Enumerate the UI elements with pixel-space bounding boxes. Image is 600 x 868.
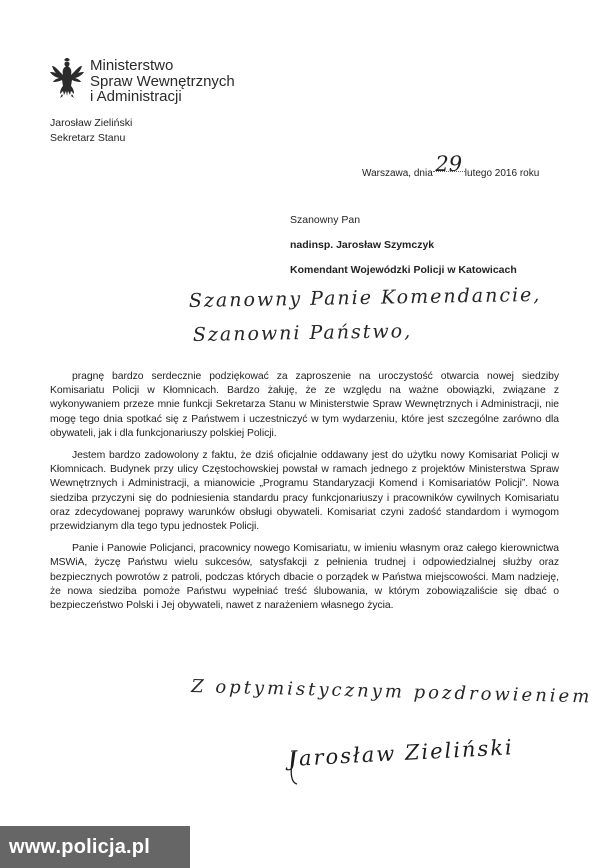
ministry-line-2: Spraw Wewnętrznych (90, 72, 235, 90)
watermark-text: www.policja.pl (9, 835, 150, 858)
website-watermark (0, 826, 190, 868)
handwritten-closing (185, 658, 593, 718)
handwritten-greeting (185, 283, 542, 349)
body-paragraph-1: pragnę bardzo serdecznie podziękować za zaproszenie na uroczystość otwarcia nowej siedziby Komisariatu Policji w Kłomnicach. Bardzo żałuję, że ze względu na ważne obowiązki, związane z wykonywaniem przeze mnie funkcji Sekretarza Stanu w Ministerstwie Spraw Wewnętrznych i Administracji, nie mogę tego dnia spotkać się z Państwem i uczestniczyć w tym wydarzeniu, które jest szczególne zarówno dla obywateli, jak i dla funkcjonariuszy polskiej Policji. (50, 371, 559, 439)
date-day: 29 (433, 157, 465, 172)
addressee-position: Komendant Wojewódzki Policji w Katowicach (290, 264, 517, 276)
addressee-name: nadinsp. Jarosław Szymczyk (290, 239, 435, 251)
closing-text: Z optymistycznym pozdrowieniem (190, 676, 593, 708)
signature-text: Jarosław Zieliński (288, 735, 515, 771)
body-paragraph-2: Jestem bardzo zadowolony z faktu, że dziś oficjalnie oddawany jest do użytku nowy Komisariat Policji w Kłomnicach. Budynek przy ulicy Częstochowskiej powstał w ramach jednego z projektów Ministerstwa Spraw Wewnętrznych i Administracji, a mianowicie „Programu Standaryzacji Komend i Komisariatów Policji”. Nowa siedziba przyczyni się do podniesienia standardu pracy funkcjonariuszy i pracowników cywilnych Komisariatu oraz zdecydowanej poprawy warunków obsługi obywateli. Komisariat czyni zadość standardom i wymogom przewidzianym dla tego typu jednostek Policji. (50, 450, 559, 533)
handwritten-signature (285, 722, 525, 802)
sender-title: Sekretarz Stanu (50, 131, 126, 144)
ministry-name (90, 58, 235, 105)
date-suffix: lutego 2016 roku (464, 168, 540, 179)
body-paragraph-3: Panie i Panowie Policjanci, pracownicy nowego Komisariatu, w imieniu własnym oraz całego kierownictwa MSWiA, życzę Państwu wielu sukcesów, satysfakcji z pełnienia trudnej i odpowiedzialnej służby oraz bezpiecznych powrotów z patroli, podczas których dbacie o porządek w Państwa miejscowości. Mam nadzieję, że nowa siedziba pomoże Państwu wypełniać treść ślubowania, w którym zobowiązaliście się dbać o bezpieczeństwo Polski i Jej obywateli, nawet z narażeniem własnego życia. (50, 543, 559, 612)
addressee-salutation: Szanowny Pan (290, 214, 361, 226)
polish-eagle-emblem-icon (50, 58, 84, 98)
date-line (362, 152, 540, 179)
addressee-block (290, 208, 517, 283)
sender-block (50, 116, 132, 145)
greeting-line-2: Szanowni Państwo, (192, 320, 413, 346)
greeting-line-1: Szanowny Panie Komendancie, (188, 283, 542, 312)
sender-name: Jarosław Zieliński (50, 117, 133, 129)
ministry-line-3: i Administracji (90, 88, 182, 105)
letter-body (50, 370, 559, 621)
date-prefix: Warszawa, dnia (362, 168, 433, 179)
ministry-line-1: Ministerstwo (90, 57, 174, 74)
